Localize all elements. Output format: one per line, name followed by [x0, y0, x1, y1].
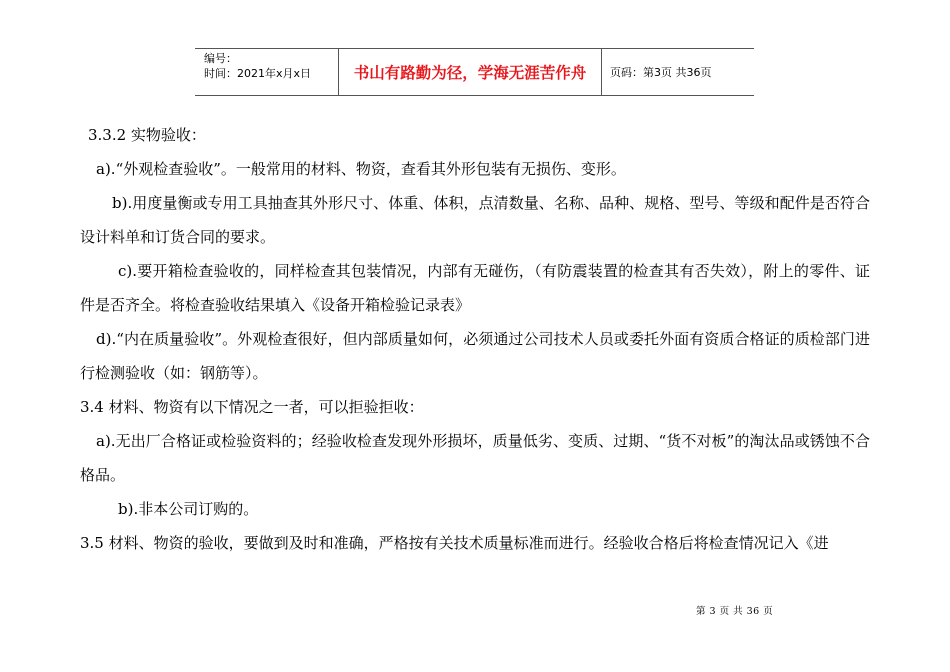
paragraph-b-measure: b).用度量衡或专用工具抽查其外形尺寸、体重、体积，点清数量、名称、品种、规格、型号、等级和配件是否符合设计料单和订货合同的要求。	[80, 194, 870, 246]
paragraph-c-unboxing: c).要开箱检查验收的，同样检查其包装情况，内部有无碰伤，（有防震装置的检查其有否失效），附上的零件、证件是否齐全。将检查验收结果填入《设备开箱检验记录表》	[80, 262, 870, 314]
paragraph-3-5: 3.5 材料、物资的验收，要做到及时和准确，严格按有关技术质量标准而进行。经验收合格后将检查情况记入《进	[80, 534, 829, 552]
header-page-info: 页码：第3页 共36页	[610, 66, 712, 79]
paragraph-a-reject: a).无出厂合格证或检验资料的；经验收检查发现外形损坏，质量低劣、变质、过期、“货不对板”的淘汰品或锈蚀不合格品。	[80, 432, 870, 484]
page-footer: 第 3 页 共 36 页	[696, 606, 774, 617]
header-info-cell	[195, 49, 339, 95]
paragraph-b-not-ordered: b).非本公司订购的。	[118, 500, 259, 518]
paragraph-a-appearance: a).“外观检查验收”。一般常用的材料、物资，查看其外形包装有无损伤、变形。	[96, 160, 626, 178]
paragraph-d-internal: d).“内在质量验收”。外观检查很好，但内部质量如何，必须通过公司技术人员或委托外面有资质合格证的质检部门进行检测验收（如：钢筋等）。	[80, 330, 870, 382]
header-motto: 书山有路勤为径，学海无涯苦作舟	[339, 49, 602, 95]
header-time-label: 时间：2021年x月x日	[204, 67, 312, 80]
paragraph-3-4: 3.4 材料、物资有以下情况之一者，可以拒验拒收：	[80, 398, 424, 416]
header-number-label: 编号：	[204, 52, 237, 65]
paragraph-3-3-2: 3.3.2 实物验收：	[88, 126, 206, 144]
document-body	[80, 118, 870, 560]
document-header	[195, 48, 754, 96]
